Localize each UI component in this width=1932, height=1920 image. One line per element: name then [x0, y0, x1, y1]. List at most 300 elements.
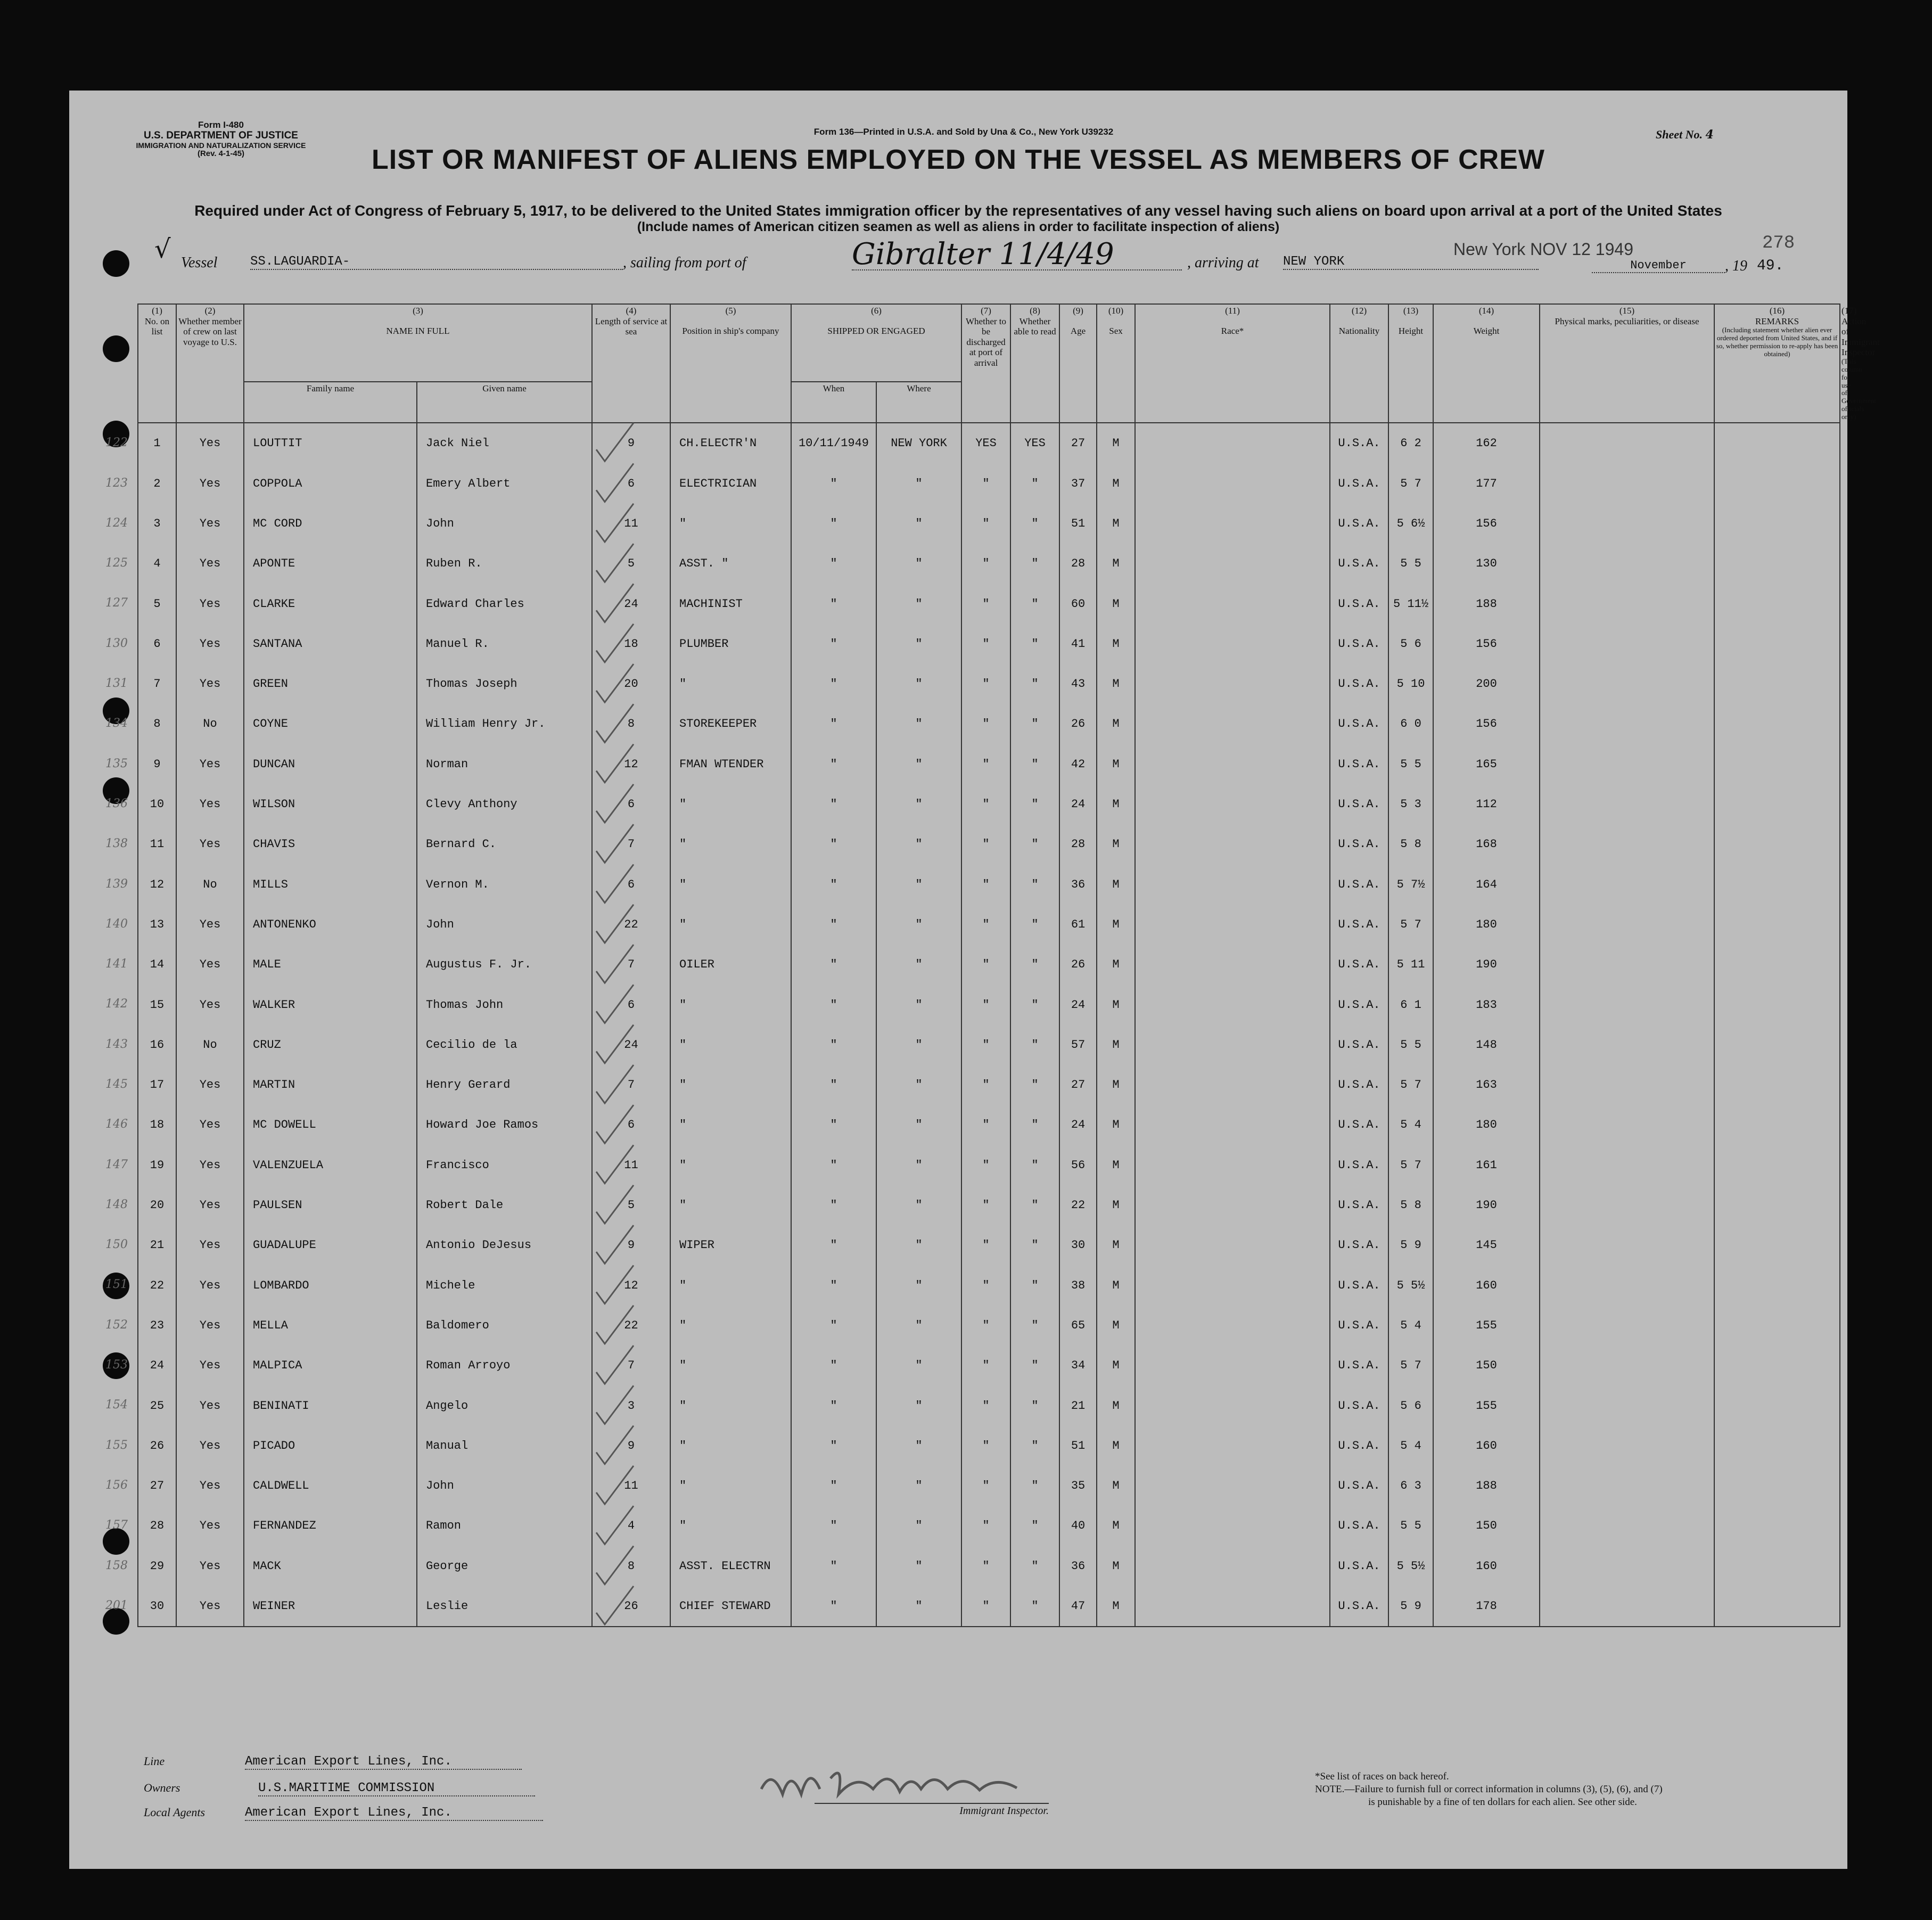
- family-name: CHAVIS: [244, 824, 417, 864]
- table-row: [138, 1265, 1840, 1305]
- form-agency-block: Form I-480 U.S. DEPARTMENT OF JUSTICE IMMIGRATION AND NATURALIZATION SERVICE (Rev. 4-1-45): [136, 120, 306, 158]
- margin-pencil-number: 134: [105, 717, 128, 731]
- engaged-where: ": [876, 1025, 961, 1065]
- given-name: Thomas John: [417, 984, 592, 1024]
- engaged-where: ": [876, 1306, 961, 1345]
- ship-position: ": [670, 1426, 791, 1466]
- engaged-when: ": [791, 865, 876, 905]
- col-14-header: (14) Weight: [1433, 304, 1540, 423]
- last-voyage-member: Yes: [176, 824, 244, 864]
- family-name: MELLA: [244, 1306, 417, 1345]
- printer-line: Form 136—Printed in U.S.A. and Sold by Una & Co., New York U39232: [813, 127, 1114, 137]
- table-row: [138, 1426, 1840, 1466]
- last-voyage-member: Yes: [176, 1546, 244, 1586]
- discharged-flag: ": [961, 504, 1010, 544]
- height: 5 6: [1388, 624, 1433, 664]
- last-voyage-member: Yes: [176, 1506, 244, 1546]
- crew-number-text: 19: [150, 1158, 165, 1172]
- table-row: [138, 1385, 1840, 1425]
- nationality: U.S.A.: [1330, 1345, 1388, 1385]
- last-voyage-member: Yes: [176, 1225, 244, 1265]
- service-length: 11: [592, 1466, 670, 1506]
- remarks: [1714, 865, 1840, 905]
- nationality: U.S.A.: [1330, 1225, 1388, 1265]
- sex: M: [1097, 1586, 1135, 1627]
- family-name: COYNE: [244, 704, 417, 744]
- height: 5 7: [1388, 905, 1433, 945]
- age: 61: [1059, 905, 1097, 945]
- nationality: U.S.A.: [1330, 1185, 1388, 1225]
- service-length: 5: [592, 544, 670, 584]
- table-row: [138, 1506, 1840, 1546]
- table-row: [138, 1586, 1840, 1627]
- margin-pencil-number: 146: [105, 1118, 128, 1131]
- physical-marks: [1540, 1546, 1714, 1586]
- punch-hole: [103, 1528, 129, 1555]
- manifest-sheet: [69, 91, 1880, 1869]
- weight: 145: [1433, 1225, 1540, 1265]
- remarks: [1714, 664, 1840, 704]
- race: [1135, 423, 1330, 463]
- height: 5 6½: [1388, 504, 1433, 544]
- vessel-line: √ Vessel SS.LAGUARDIA- , sailing from port of Gibralter 11/4/49 , arriving at NEW YORK New York NOV 12 1949 November , 19 49. 278: [154, 233, 1795, 274]
- punch-hole: [103, 335, 129, 362]
- height: 6 2: [1388, 423, 1433, 463]
- crew-number-text: 8: [153, 717, 161, 731]
- race: [1135, 1185, 1330, 1225]
- discharged-flag: ": [961, 1546, 1010, 1586]
- able-to-read: ": [1010, 1345, 1059, 1385]
- age: 43: [1059, 664, 1097, 704]
- crew-number: [105, 1025, 176, 1065]
- margin-pencil-number: 140: [105, 917, 128, 931]
- race: [1135, 1065, 1330, 1105]
- able-to-read: ": [1010, 584, 1059, 623]
- last-voyage-member: Yes: [176, 1586, 244, 1627]
- nationality: U.S.A.: [1330, 865, 1388, 905]
- discharged-flag: ": [961, 1306, 1010, 1345]
- crew-number: [105, 905, 176, 945]
- given-name: John: [417, 905, 592, 945]
- engaged-when: ": [791, 544, 876, 584]
- sex: M: [1097, 544, 1135, 584]
- col-15-header: (15) Physical marks, peculiarities, or disease: [1540, 304, 1714, 423]
- discharged-flag: ": [961, 584, 1010, 623]
- crew-number: [105, 1145, 176, 1185]
- able-to-read: ": [1010, 1586, 1059, 1627]
- service-length: 7: [592, 1065, 670, 1105]
- height: 5 5½: [1388, 1546, 1433, 1586]
- discharged-flag: ": [961, 1385, 1010, 1425]
- sex: M: [1097, 584, 1135, 623]
- age: 36: [1059, 865, 1097, 905]
- weight: 160: [1433, 1546, 1540, 1586]
- family-name: ANTONENKO: [244, 905, 417, 945]
- physical-marks: [1540, 504, 1714, 544]
- able-to-read: ": [1010, 784, 1059, 824]
- crew-number-text: 7: [153, 677, 161, 691]
- family-name: MALE: [244, 945, 417, 984]
- ship-position: ": [670, 905, 791, 945]
- margin-pencil-number: 154: [105, 1398, 128, 1412]
- table-row: [138, 464, 1840, 504]
- nationality: U.S.A.: [1330, 824, 1388, 864]
- last-voyage-member: Yes: [176, 1065, 244, 1105]
- height: 6 1: [1388, 984, 1433, 1024]
- race: [1135, 824, 1330, 864]
- weight: 177: [1433, 464, 1540, 504]
- footer-notes: *See list of races on back hereof. NOTE.—Failure to furnish full or correct information in columns (3), (5), (6), and (7) is punishable by a fine of ten dollars for each alien. See other side.: [1315, 1771, 1663, 1808]
- age: 47: [1059, 1586, 1097, 1627]
- ship-position: ": [670, 1145, 791, 1185]
- remarks: [1714, 1225, 1840, 1265]
- able-to-read: ": [1010, 1426, 1059, 1466]
- nationality: U.S.A.: [1330, 423, 1388, 463]
- able-to-read: ": [1010, 664, 1059, 704]
- race: [1135, 1105, 1330, 1145]
- age: 22: [1059, 1185, 1097, 1225]
- crew-number: [105, 1426, 176, 1466]
- crew-number-text: 10: [150, 798, 165, 811]
- remarks: [1714, 1145, 1840, 1185]
- crew-number-text: 30: [150, 1599, 165, 1613]
- given-name: George: [417, 1546, 592, 1586]
- able-to-read: ": [1010, 464, 1059, 504]
- race: [1135, 504, 1330, 544]
- ship-position: ": [670, 1025, 791, 1065]
- margin-pencil-number: 131: [105, 677, 128, 691]
- table-row: [138, 544, 1840, 584]
- last-voyage-member: No: [176, 704, 244, 744]
- last-voyage-member: Yes: [176, 905, 244, 945]
- sex: M: [1097, 1426, 1135, 1466]
- ship-position: ": [670, 1506, 791, 1546]
- margin-pencil-number: 157: [105, 1519, 128, 1532]
- given-name: Robert Dale: [417, 1185, 592, 1225]
- margin-pencil-number: 152: [105, 1318, 128, 1332]
- nationality: U.S.A.: [1330, 1385, 1388, 1425]
- crew-number: [105, 1306, 176, 1345]
- service-length: 20: [592, 664, 670, 704]
- ship-position: ": [670, 1265, 791, 1305]
- table-row: [138, 1306, 1840, 1345]
- engaged-where: ": [876, 1105, 961, 1145]
- nationality: U.S.A.: [1330, 1306, 1388, 1345]
- height: 5 5: [1388, 1025, 1433, 1065]
- age: 28: [1059, 824, 1097, 864]
- age: 30: [1059, 1225, 1097, 1265]
- arrival-month: November: [1592, 259, 1725, 273]
- remarks: [1714, 1385, 1840, 1425]
- service-length: 26: [592, 1586, 670, 1627]
- given-name: Michele: [417, 1265, 592, 1305]
- crew-number: [105, 1466, 176, 1506]
- service-length: 24: [592, 584, 670, 623]
- table-row: [138, 1466, 1840, 1506]
- able-to-read: ": [1010, 624, 1059, 664]
- age: 60: [1059, 584, 1097, 623]
- weight: 164: [1433, 865, 1540, 905]
- col-1-header: (1) No. on list: [138, 304, 176, 423]
- sheet-number: Sheet No. 4: [1656, 128, 1714, 142]
- page-title: LIST OR MANIFEST OF ALIENS EMPLOYED ON THE VESSEL AS MEMBERS OF CREW: [372, 144, 1545, 175]
- engaged-where: ": [876, 1225, 961, 1265]
- family-name: FERNANDEZ: [244, 1506, 417, 1546]
- discharged-flag: ": [961, 945, 1010, 984]
- remarks: [1714, 945, 1840, 984]
- ship-position: ASST. ELECTRN: [670, 1546, 791, 1586]
- last-voyage-member: Yes: [176, 544, 244, 584]
- ship-position: ": [670, 1306, 791, 1345]
- physical-marks: [1540, 1306, 1714, 1345]
- remarks: [1714, 1506, 1840, 1546]
- margin-pencil-number: 150: [105, 1238, 128, 1252]
- weight: 190: [1433, 945, 1540, 984]
- engaged-where: ": [876, 1345, 961, 1385]
- able-to-read: ": [1010, 1185, 1059, 1225]
- given-name: Norman: [417, 744, 592, 784]
- service-length: 5: [592, 1185, 670, 1225]
- ship-position: ELECTRICIAN: [670, 464, 791, 504]
- age: 42: [1059, 744, 1097, 784]
- engaged-where: ": [876, 905, 961, 945]
- weight: 130: [1433, 544, 1540, 584]
- margin-pencil-number: 123: [105, 476, 128, 490]
- ship-position: ": [670, 504, 791, 544]
- crew-number-text: 11: [150, 838, 165, 851]
- nationality: U.S.A.: [1330, 744, 1388, 784]
- sex: M: [1097, 664, 1135, 704]
- table-row: [138, 945, 1840, 984]
- able-to-read: ": [1010, 945, 1059, 984]
- table-row: [138, 865, 1840, 905]
- sex: M: [1097, 504, 1135, 544]
- subtitle: Required under Act of Congress of February 5, 1917, to be delivered to the United States immigration officer by the representatives of any vessel having such aliens on board upon arrival at a port of the United States (Include names of American citizen seamen as well as aliens in order to facilitate inspection of aliens): [194, 202, 1722, 235]
- weight: 155: [1433, 1385, 1540, 1425]
- sex: M: [1097, 784, 1135, 824]
- family-name: CLARKE: [244, 584, 417, 623]
- race: [1135, 1466, 1330, 1506]
- owners-value: U.S.MARITIME COMMISSION: [258, 1781, 535, 1796]
- crew-number: [105, 464, 176, 504]
- last-voyage-member: Yes: [176, 664, 244, 704]
- given-name: Ramon: [417, 1506, 592, 1546]
- col-8-header: (8) Whether able to read: [1010, 304, 1059, 423]
- engaged-where: ": [876, 504, 961, 544]
- crew-number-text: 25: [150, 1399, 165, 1413]
- engaged-where: ": [876, 984, 961, 1024]
- weight: 180: [1433, 1105, 1540, 1145]
- family-name: MARTIN: [244, 1065, 417, 1105]
- service-length: 7: [592, 945, 670, 984]
- family-name: MALPICA: [244, 1345, 417, 1385]
- race: [1135, 865, 1330, 905]
- crew-number: [105, 824, 176, 864]
- age: 51: [1059, 504, 1097, 544]
- physical-marks: [1540, 1506, 1714, 1546]
- service-length: 11: [592, 504, 670, 544]
- engaged-when: ": [791, 744, 876, 784]
- age: 41: [1059, 624, 1097, 664]
- weight: 188: [1433, 1466, 1540, 1506]
- remarks: [1714, 1065, 1840, 1105]
- ship-position: ": [670, 865, 791, 905]
- nationality: U.S.A.: [1330, 624, 1388, 664]
- family-name: WALKER: [244, 984, 417, 1024]
- discharged-flag: ": [961, 1506, 1010, 1546]
- discharged-flag: ": [961, 1265, 1010, 1305]
- height: 5 5: [1388, 544, 1433, 584]
- ship-position: ASST. ": [670, 544, 791, 584]
- service-length: 18: [592, 624, 670, 664]
- crew-number-text: 22: [150, 1278, 165, 1292]
- nationality: U.S.A.: [1330, 984, 1388, 1024]
- last-voyage-member: Yes: [176, 584, 244, 623]
- height: 5 7: [1388, 1345, 1433, 1385]
- sex: M: [1097, 865, 1135, 905]
- margin-pencil-number: 124: [105, 516, 128, 530]
- engaged-when: ": [791, 1225, 876, 1265]
- engaged-where: NEW YORK: [876, 423, 961, 463]
- able-to-read: ": [1010, 824, 1059, 864]
- age: 27: [1059, 423, 1097, 463]
- agents-value: American Export Lines, Inc.: [245, 1806, 543, 1821]
- race: [1135, 544, 1330, 584]
- ship-position: FMAN WTENDER: [670, 744, 791, 784]
- remarks: [1714, 905, 1840, 945]
- engaged-when: 10/11/1949: [791, 423, 876, 463]
- margin-pencil-number: 153: [105, 1358, 128, 1372]
- given-name-header: Given name: [417, 382, 592, 423]
- nationality: U.S.A.: [1330, 1506, 1388, 1546]
- sex: M: [1097, 905, 1135, 945]
- service-length: 6: [592, 865, 670, 905]
- family-name: LOUTTIT: [244, 423, 417, 463]
- sex: M: [1097, 1506, 1135, 1546]
- age: 27: [1059, 1065, 1097, 1105]
- sex: M: [1097, 945, 1135, 984]
- age: 24: [1059, 784, 1097, 824]
- margin-pencil-number: 142: [105, 997, 128, 1011]
- ship-position: CH.ELECTR'N: [670, 423, 791, 463]
- family-name: GREEN: [244, 664, 417, 704]
- margin-pencil-number: 130: [105, 636, 128, 650]
- ship-position: ": [670, 1466, 791, 1506]
- ship-position: OILER: [670, 945, 791, 984]
- crew-number: [105, 624, 176, 664]
- where-header: Where: [876, 382, 961, 423]
- given-name: Antonio DeJesus: [417, 1225, 592, 1265]
- race: [1135, 704, 1330, 744]
- family-name: MC CORD: [244, 504, 417, 544]
- nationality: U.S.A.: [1330, 1586, 1388, 1627]
- remarks: [1714, 423, 1840, 463]
- sex: M: [1097, 984, 1135, 1024]
- crew-table-body: [105, 423, 1840, 1627]
- height: 5 4: [1388, 1105, 1433, 1145]
- engaged-when: ": [791, 984, 876, 1024]
- sex: M: [1097, 1466, 1135, 1506]
- nationality: U.S.A.: [1330, 664, 1388, 704]
- discharged-flag: ": [961, 1185, 1010, 1225]
- able-to-read: ": [1010, 744, 1059, 784]
- engaged-where: ": [876, 1385, 961, 1425]
- discharged-flag: ": [961, 1426, 1010, 1466]
- crew-number-text: 15: [150, 998, 165, 1012]
- family-name: COPPOLA: [244, 464, 417, 504]
- discharged-flag: ": [961, 1065, 1010, 1105]
- weight: 163: [1433, 1065, 1540, 1105]
- physical-marks: [1540, 1105, 1714, 1145]
- nationality: U.S.A.: [1330, 1426, 1388, 1466]
- physical-marks: [1540, 1145, 1714, 1185]
- race: [1135, 464, 1330, 504]
- age: 24: [1059, 1105, 1097, 1145]
- physical-marks: [1540, 824, 1714, 864]
- sex: M: [1097, 744, 1135, 784]
- engaged-where: ": [876, 1185, 961, 1225]
- given-name: Jack Niel: [417, 423, 592, 463]
- crew-number: [105, 504, 176, 544]
- crew-number: [105, 744, 176, 784]
- physical-marks: [1540, 905, 1714, 945]
- crew-number-text: 27: [150, 1479, 165, 1493]
- engaged-when: ": [791, 464, 876, 504]
- sex: M: [1097, 1065, 1135, 1105]
- engaged-when: ": [791, 624, 876, 664]
- last-voyage-member: Yes: [176, 1385, 244, 1425]
- age: 38: [1059, 1265, 1097, 1305]
- height: 5 7½: [1388, 865, 1433, 905]
- physical-marks: [1540, 1466, 1714, 1506]
- col-12-header: (12) Nationality: [1330, 304, 1388, 423]
- race: [1135, 584, 1330, 623]
- engaged-where: ": [876, 1466, 961, 1506]
- family-name: SANTANA: [244, 624, 417, 664]
- last-voyage-member: No: [176, 1025, 244, 1065]
- able-to-read: ": [1010, 984, 1059, 1024]
- nationality: U.S.A.: [1330, 905, 1388, 945]
- height: 5 3: [1388, 784, 1433, 824]
- engaged-where: ": [876, 744, 961, 784]
- discharged-flag: ": [961, 664, 1010, 704]
- margin-pencil-number: 155: [105, 1438, 128, 1452]
- sex: M: [1097, 824, 1135, 864]
- crew-number-text: 16: [150, 1038, 165, 1052]
- weight: 162: [1433, 423, 1540, 463]
- inspector-signature: [751, 1757, 1049, 1810]
- physical-marks: [1540, 784, 1714, 824]
- table-row: [138, 1025, 1840, 1065]
- family-name: VALENZUELA: [244, 1145, 417, 1185]
- height: 5 7: [1388, 1145, 1433, 1185]
- engaged-when: ": [791, 664, 876, 704]
- able-to-read: ": [1010, 1025, 1059, 1065]
- engaged-where: ": [876, 1506, 961, 1546]
- race: [1135, 1265, 1330, 1305]
- family-name: CALDWELL: [244, 1466, 417, 1506]
- engaged-when: ": [791, 945, 876, 984]
- race: [1135, 905, 1330, 945]
- physical-marks: [1540, 945, 1714, 984]
- age: 26: [1059, 945, 1097, 984]
- race: [1135, 1025, 1330, 1065]
- able-to-read: ": [1010, 1225, 1059, 1265]
- age: 36: [1059, 1546, 1097, 1586]
- crew-number: [105, 1185, 176, 1225]
- nationality: U.S.A.: [1330, 1145, 1388, 1185]
- discharged-flag: ": [961, 1025, 1010, 1065]
